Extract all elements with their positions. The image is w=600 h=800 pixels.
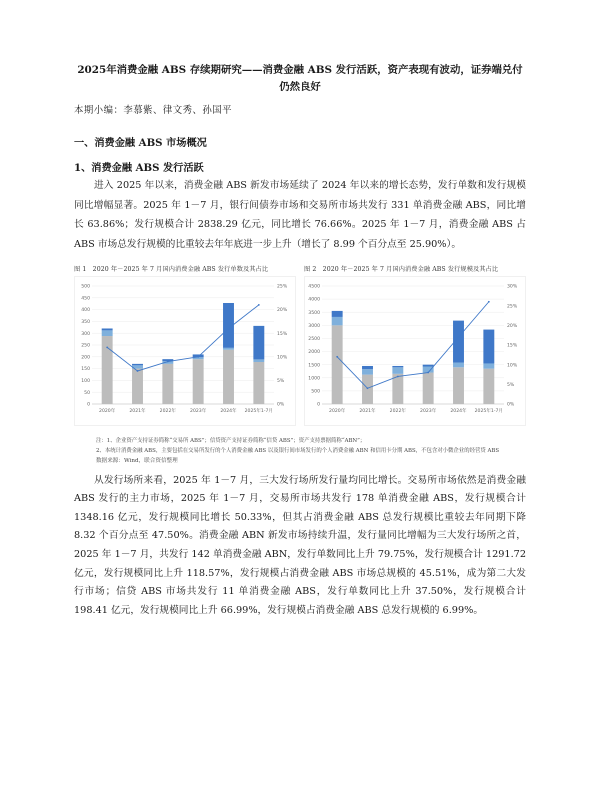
- x-tick-label: 2023年: [420, 408, 437, 414]
- y-tick-label: 3000: [308, 323, 320, 329]
- bar-abn-5: [253, 326, 264, 360]
- figure-1-caption: 图 1 2020 年－2025 年 7 月国内消费金融 ABS 发行单数及其占比: [74, 265, 269, 273]
- note-1: 注：1、企业资产支持证券简称“交易所 ABS”；信贷资产支持证券简称“信贷 ABS”；资产支持票据简称“ABN”；: [96, 437, 366, 444]
- bar-credit-1: [362, 369, 373, 375]
- x-tick-label: 2021年: [359, 408, 376, 414]
- paragraph-1: 进入 2025 年以来，消费金融 ABS 新发市场延续了 2024 年以来的增长态势，发行单数和发行规模同比增幅显著。2025 年 1－7 月，银行间债券市场和交易所市场共发行 331 单消费金融 ABS，同比增长 63.86%；发行规模合计 2838.29 亿元，同比增长 76.66%。2025 年 1－7 月，消费金融 ABS 占 ABS 市场总发行规模的比重较去年年底进一步上升（增长了 8.99 个百分点至 25.90%）。: [74, 180, 526, 250]
- y2-tick-label: 25%: [277, 284, 288, 290]
- bar-abn-5: [483, 329, 494, 363]
- bar-exchange-4: [453, 367, 464, 404]
- data-source: 数据来源：Wind，联合资信整理: [96, 457, 178, 464]
- y-tick-label: 500: [311, 389, 320, 395]
- y2-tick-label: 20%: [507, 323, 518, 329]
- y-tick-label: 0: [87, 402, 90, 408]
- y-tick-label: 50: [84, 390, 90, 396]
- bar-abn-3: [423, 364, 434, 366]
- x-tick-label: 2020年: [329, 408, 346, 414]
- figure-2-caption: 图 2 2020 年－2025 年 7 月国内消费金融 ABS 发行规模及其占比: [304, 265, 499, 273]
- y2-tick-label: 30%: [507, 284, 518, 290]
- share-point-0: [336, 356, 338, 358]
- y-tick-label: 100: [81, 378, 90, 384]
- note-2: 2、本统计消费金融 ABS，主要包括在交易所发行的个人消费金融 ABS 以及银行间市场发行的个人消费金融 ABN 和信用卡分期 ABS，不包含对小微企业的经营贷 ABS: [96, 447, 500, 454]
- figures-row: [74, 264, 526, 426]
- x-tick-label: 2023年: [190, 408, 207, 414]
- figure-1-svg: [74, 276, 296, 426]
- bar-exchange-3: [193, 359, 204, 404]
- y2-tick-label: 0%: [507, 402, 515, 408]
- bar-exchange-4: [223, 349, 234, 403]
- editors-line: 本期小编：李慕紫、律文秀、孙国平: [74, 105, 233, 116]
- bar-abn-1: [362, 366, 373, 369]
- share-point-4: [458, 336, 460, 338]
- y-tick-label: 350: [81, 319, 90, 325]
- share-point-4: [228, 327, 230, 329]
- bar-credit-0: [332, 317, 343, 325]
- y2-tick-label: 10%: [507, 362, 518, 368]
- page-title: 2025年消费金融 ABS 存续期研究——消费金融 ABS 发行活跃，资产表现有波动，证券端兑付仍然良好: [77, 64, 523, 93]
- y2-tick-label: 20%: [277, 307, 288, 313]
- figure-1-chart: [74, 276, 296, 426]
- bar-exchange-5: [253, 362, 264, 404]
- bar-exchange-0: [102, 336, 113, 404]
- bar-credit-0: [102, 330, 113, 336]
- bar-credit-5: [483, 363, 494, 368]
- x-tick-label: 2025年1-7月: [244, 408, 274, 414]
- bar-exchange-0: [332, 325, 343, 404]
- bar-abn-1: [132, 364, 143, 365]
- y-tick-label: 150: [81, 366, 90, 372]
- y-tick-label: 1000: [308, 376, 320, 382]
- bar-abn-2: [392, 366, 403, 367]
- bar-abn-0: [332, 311, 343, 317]
- bar-exchange-3: [423, 372, 434, 403]
- y2-tick-label: 5%: [277, 378, 285, 384]
- share-point-2: [397, 375, 399, 377]
- paragraph-2: 从发行场所来看，2025 年 1－7 月，三大发行场所发行量均同比增长。交易所市场依然是消费金融 ABS 发行的主力市场，2025 年 1－7 月，交易所市场共发行 178 单消费金融 ABS，发行规模合计 1348.16 亿元，发行规模同比增长 50.33%，但其占消费金融 ABS 总发行规模比重较去年同期下降 8.32 个百分点至 47.50%。消费金融 ABN 新发市场持续升温，发行量同比增幅为三大发行场所之首，2025 年 1－7 月，共发行 142 单消费金融 ABN，发行单数同比上升 79.75%，发行规模合计 1291.72 亿元，发行规模同比上升 118.57%，发行规模占消费金融 ABS 市场总规模的 45.51%，成为第二大发行市场；信贷 ABS 市场共发行 11 单消费金融 ABS，发行单数同比上升 37.50%，发行规模合计 198.41 亿元，发行规模同比上升 66.99%，发行规模占消费金融 ABS 总发行规模的 6.99%。: [74, 474, 526, 616]
- share-point-5: [488, 301, 490, 303]
- share-point-3: [197, 356, 199, 358]
- x-tick-label: 2021年: [129, 408, 146, 414]
- y-tick-label: 4000: [308, 297, 320, 303]
- y2-tick-label: 0%: [277, 402, 285, 408]
- y-tick-label: 4500: [308, 284, 320, 290]
- y2-tick-label: 25%: [507, 303, 518, 309]
- x-tick-label: 2024年: [450, 408, 467, 414]
- x-tick-label: 2022年: [159, 408, 176, 414]
- share-point-1: [137, 370, 139, 372]
- bar-exchange-5: [483, 368, 494, 403]
- y-tick-label: 400: [81, 307, 90, 313]
- figure-2-svg: [304, 276, 526, 426]
- y-tick-label: 200: [81, 355, 90, 361]
- section-heading-1-1: 1、消费金融 ABS 发行活跃: [74, 162, 204, 174]
- bar-credit-2: [392, 367, 403, 374]
- y-tick-label: 2000: [308, 349, 320, 355]
- y2-tick-label: 15%: [507, 343, 518, 349]
- y-tick-label: 2500: [308, 336, 320, 342]
- bar-abn-0: [102, 328, 113, 330]
- bar-credit-4: [453, 362, 464, 367]
- bar-exchange-2: [162, 364, 173, 404]
- x-tick-label: 2025年1-7月: [474, 408, 504, 414]
- y-tick-label: 300: [81, 331, 90, 337]
- y-tick-label: 450: [81, 296, 90, 302]
- share-point-3: [427, 371, 429, 373]
- bar-credit-5: [253, 359, 264, 362]
- y-tick-label: 500: [81, 284, 90, 290]
- share-point-2: [167, 360, 169, 362]
- document-page: [74, 62, 526, 630]
- x-tick-label: 2020年: [99, 408, 116, 414]
- y-tick-label: 3500: [308, 310, 320, 316]
- x-tick-label: 2024年: [220, 408, 237, 414]
- y2-tick-label: 15%: [277, 331, 288, 337]
- x-tick-label: 2022年: [389, 408, 406, 414]
- figure-notes: [74, 436, 526, 456]
- share-point-0: [106, 346, 108, 348]
- y-tick-label: 250: [81, 343, 90, 349]
- section-heading-1: 一、消费金融 ABS 市场概况: [74, 137, 207, 149]
- bar-exchange-1: [132, 368, 143, 403]
- share-point-1: [367, 387, 369, 389]
- y-tick-label: 0: [317, 402, 320, 408]
- bar-exchange-1: [362, 374, 373, 403]
- y2-tick-label: 5%: [507, 382, 515, 388]
- figure-2: [304, 264, 526, 426]
- figure-1: [74, 264, 296, 426]
- share-point-5: [258, 304, 260, 306]
- bar-credit-4: [223, 348, 234, 350]
- y-tick-label: 1500: [308, 362, 320, 368]
- figure-2-chart: [304, 276, 526, 426]
- y2-tick-label: 10%: [277, 355, 288, 361]
